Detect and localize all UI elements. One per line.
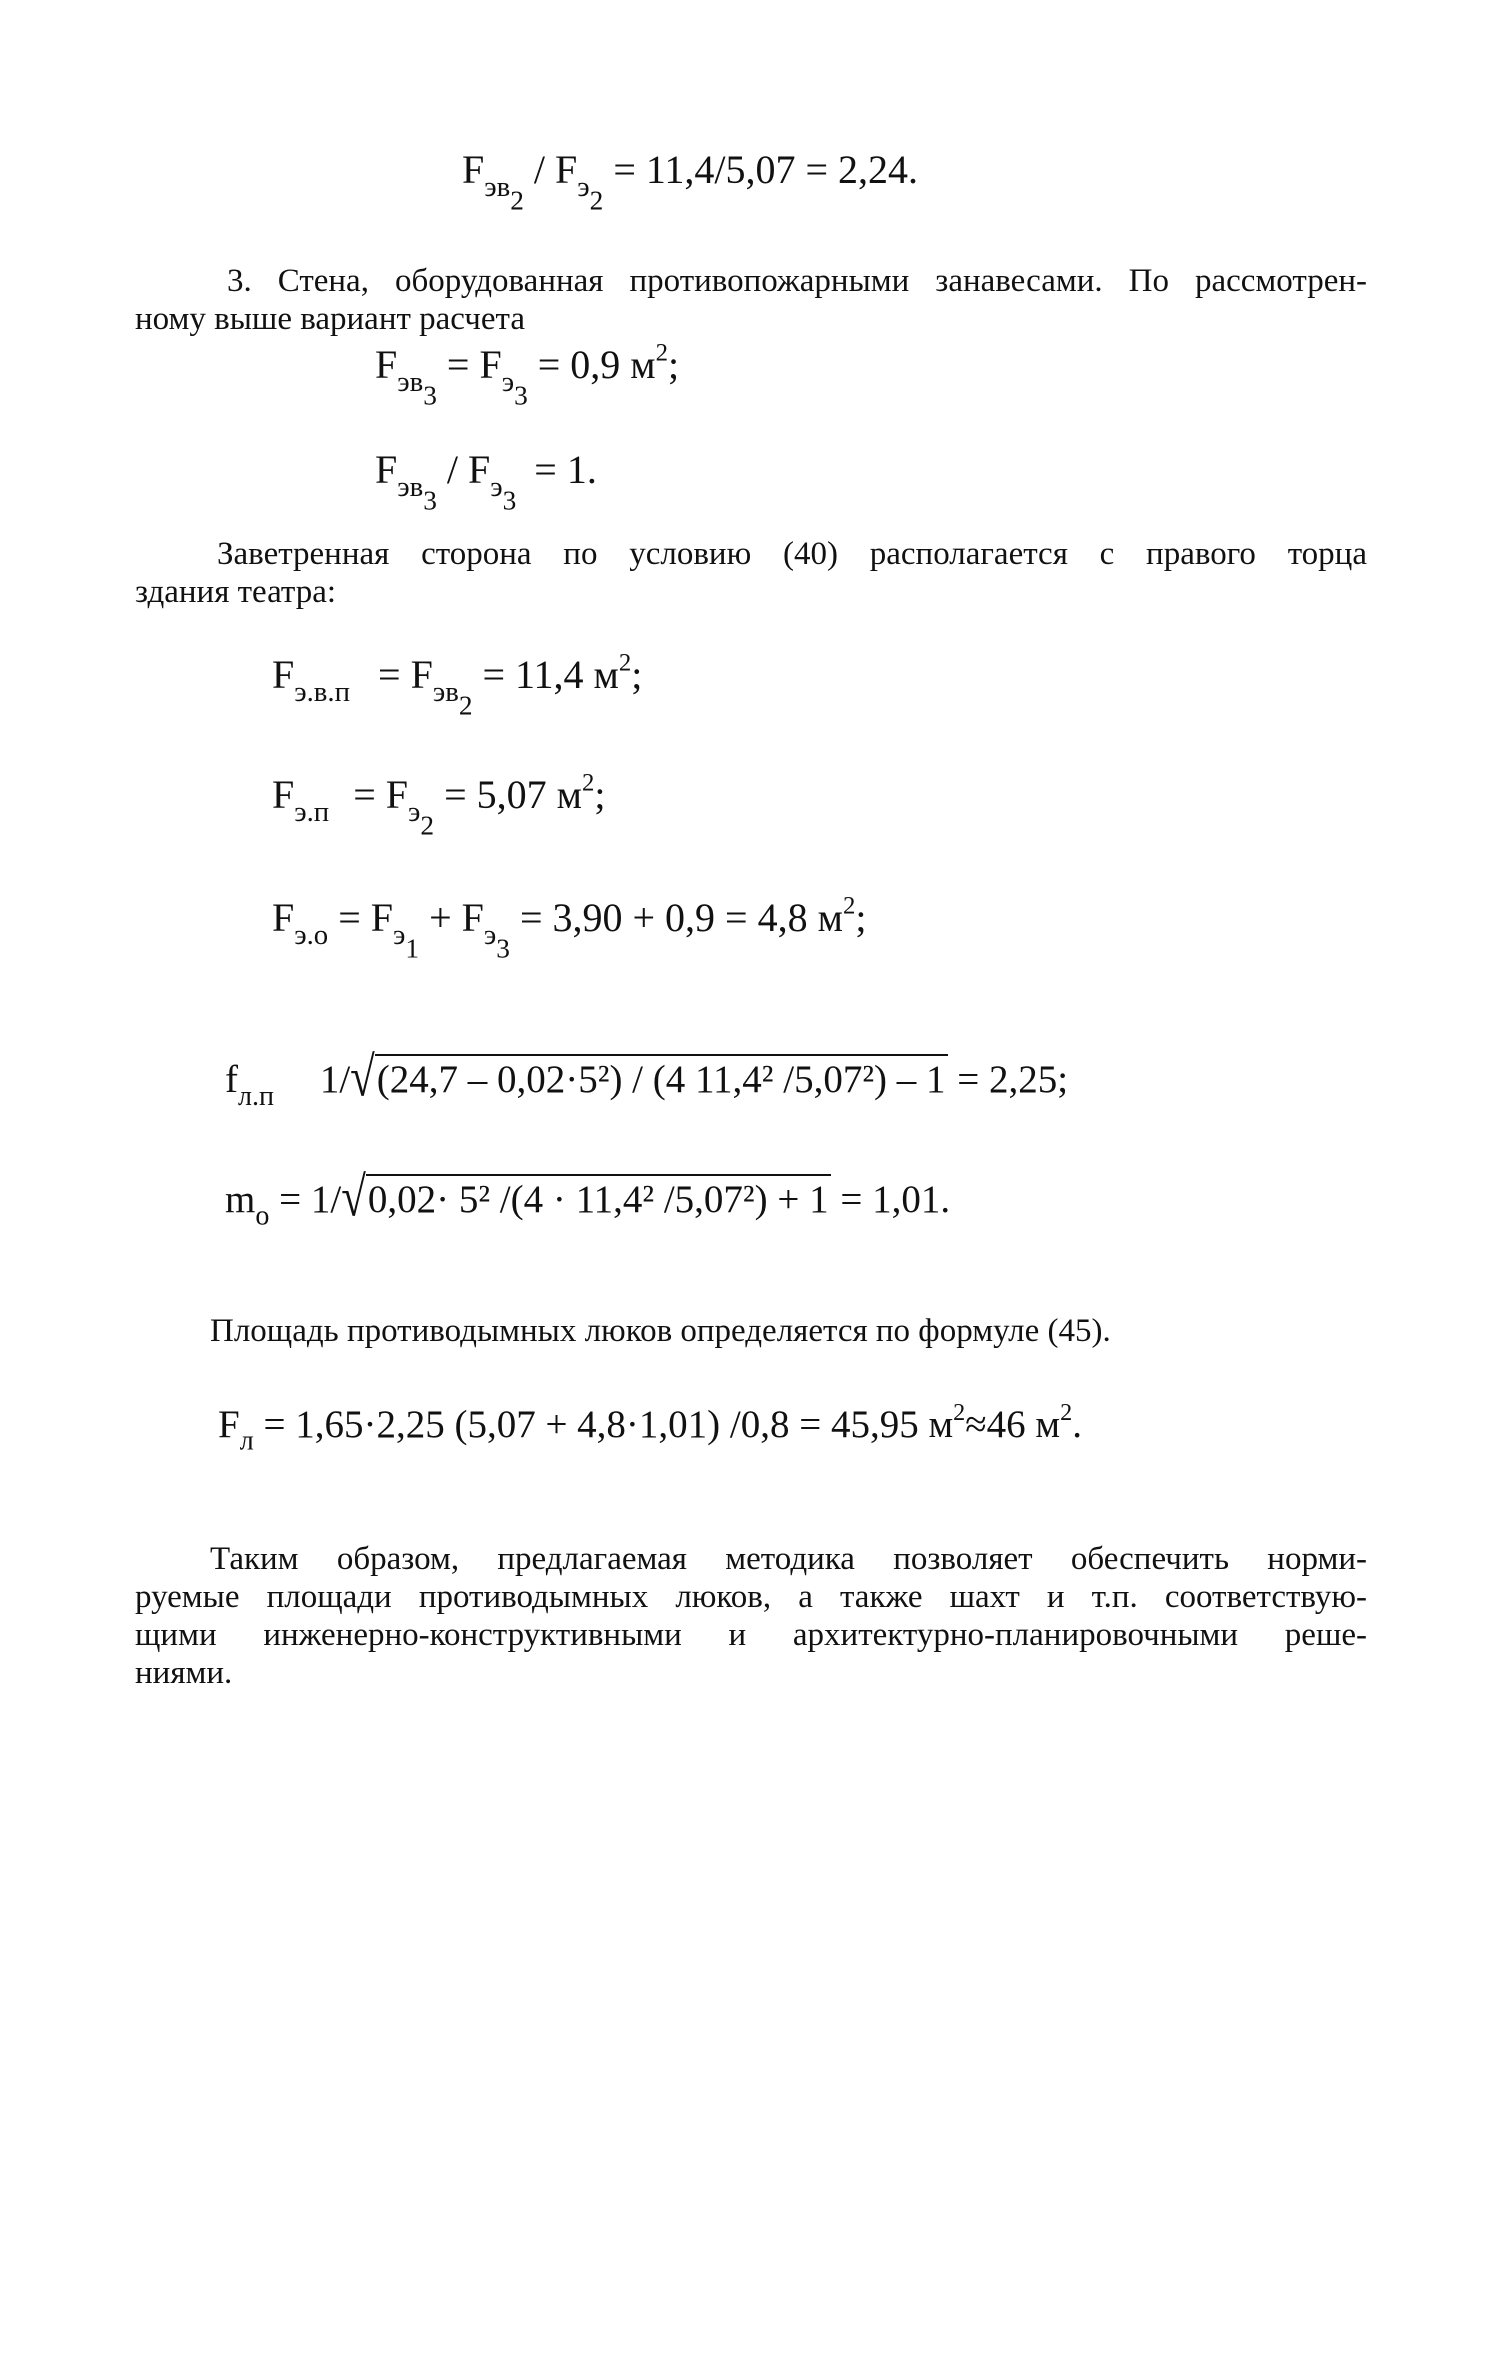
eq-subscript: э [577,170,590,203]
eq-subscript: л.п [238,1080,275,1112]
eq-subscript: э.п [294,795,330,828]
eq-punct: ; [668,342,680,387]
eq-subscript-index: 2 [510,185,524,216]
eq-subscript-index: 3 [423,380,437,411]
eq-subscript: э.в.п [294,675,351,708]
eq-subscript-index: 3 [423,485,437,516]
paragraph-line: Площадь противодымных люков определяется по формуле (45). [210,1313,1111,1349]
eq-rhs: = 2,25; [957,1058,1069,1101]
eq-subscript: э [490,470,503,503]
equation-f-l [218,1399,1082,1457]
paragraph-line: ниями. [135,1655,233,1691]
paragraph-line: Таким образом, предлагаемая методика позволяет обеспечить норми- [210,1541,1367,1577]
eq-operator: = 1/ [279,1178,342,1221]
eq-rhs: = 11,4 м [482,652,619,697]
eq-symbol: m [225,1178,256,1221]
eq-subscript-index: 1 [405,933,420,964]
eq-subscript-index: 2 [589,185,604,216]
eq-superscript: 2 [1060,1399,1073,1427]
eq-subscript: э [483,918,497,951]
eq-approx: ≈46 м [965,1403,1061,1446]
paragraph-line: Заветренная сторона по условию (40) располагается с правого торца [217,536,1367,572]
eq-subscript-index: 3 [514,380,528,411]
eq-subscript: э [501,365,515,398]
equation-f-evp [272,649,643,721]
eq-subscript: л [239,1425,254,1457]
eq-subscript: э [393,918,406,951]
eq-superscript: 2 [842,892,856,920]
eq-operator: / [533,147,546,192]
eq-punct: ; [594,772,606,817]
eq-subscript: эв [484,170,511,203]
radicand: (24,7 – 0,02·5²) / (4 11,4² /5,07²) – 1 [375,1054,948,1101]
equation-m0 [225,1165,951,1232]
eq-subscript-index: 3 [496,933,510,964]
eq-symbol: f [225,1058,238,1101]
eq-rhs: = 1,65·2,25 (5,07 + 4,8·1,01) /0,8 = 45,95 м [263,1403,954,1446]
eq-superscript: 2 [953,1399,966,1427]
equation-f-lp [225,1045,1069,1112]
paragraph-hatch-area [210,1312,1310,1350]
radicand: 0,02· 5² /(4 · 11,4² /5,07²) + 1 [366,1174,831,1221]
eq-subscript-index: 2 [458,690,473,721]
eq-punct: ; [855,895,867,940]
radical-sign: √ [341,1165,366,1229]
paragraph-line: 3. Стена, оборудованная противопожарными занавесами. По рассмотрен- [227,263,1367,299]
equation-f-ep [272,769,606,841]
eq-rhs: = 1,01. [840,1178,951,1221]
eq-operator: 1/ [319,1058,351,1101]
eq-rhs: = 11,4/5,07 = 2,24. [613,147,919,192]
eq-symbol: F [218,1403,240,1446]
eq-operator: = F [338,895,394,940]
square-root [341,1165,830,1229]
paragraph-line: щими инженерно-конструктивными и архитектурно-планировочными реше- [135,1617,1367,1653]
eq-subscript: э [408,795,421,828]
eq-punct: . [1072,1403,1082,1446]
eq-operator: = F [353,772,409,817]
eq-rhs: = 3,90 + 0,9 = 4,8 м [519,895,843,940]
paragraph-item-3 [135,262,1367,338]
eq-superscript: 2 [618,649,632,677]
paragraph-line: руемые площади противодымных люков, а также шахт и т.п. соответствую- [135,1579,1367,1615]
eq-symbol: F [462,147,485,192]
equation-ratio-2 [462,147,919,216]
eq-symbol: F [375,342,398,387]
eq-symbol: F [272,652,295,697]
eq-subscript: о [255,1200,270,1232]
eq-symbol: F [272,895,295,940]
paragraph-line: ному выше вариант расчета [135,301,526,337]
radical-sign: √ [350,1045,375,1109]
paragraph-leeward-side [135,535,1367,611]
eq-rhs: = 1. [534,447,597,492]
paragraph-conclusion [135,1540,1367,1692]
eq-punct: ; [631,652,643,697]
eq-subscript-index: 3 [502,485,517,516]
eq-superscript: 2 [581,769,595,797]
eq-operator: = F [378,652,433,697]
eq-superscript: 2 [655,339,669,367]
square-root [350,1045,947,1109]
eq-rhs: = 5,07 м [444,772,582,817]
equation-ratio-3 [375,447,597,516]
eq-symbol: F [375,447,398,492]
equation-f-ev3 [375,339,680,411]
eq-subscript: эв [432,675,459,708]
eq-operator: = F [446,342,502,387]
eq-rhs: = 0,9 м [537,342,656,387]
eq-symbol: F [555,147,578,192]
equation-f-eo [272,892,867,964]
eq-subscript-index: 2 [420,810,435,841]
paragraph-line: здания театра: [135,574,337,610]
eq-subscript: э.о [294,918,329,951]
eq-symbol: F [272,772,295,817]
eq-subscript: эв [397,365,424,398]
eq-operator: / F [446,447,491,492]
eq-operator: + F [429,895,484,940]
eq-subscript: эв [397,470,424,503]
